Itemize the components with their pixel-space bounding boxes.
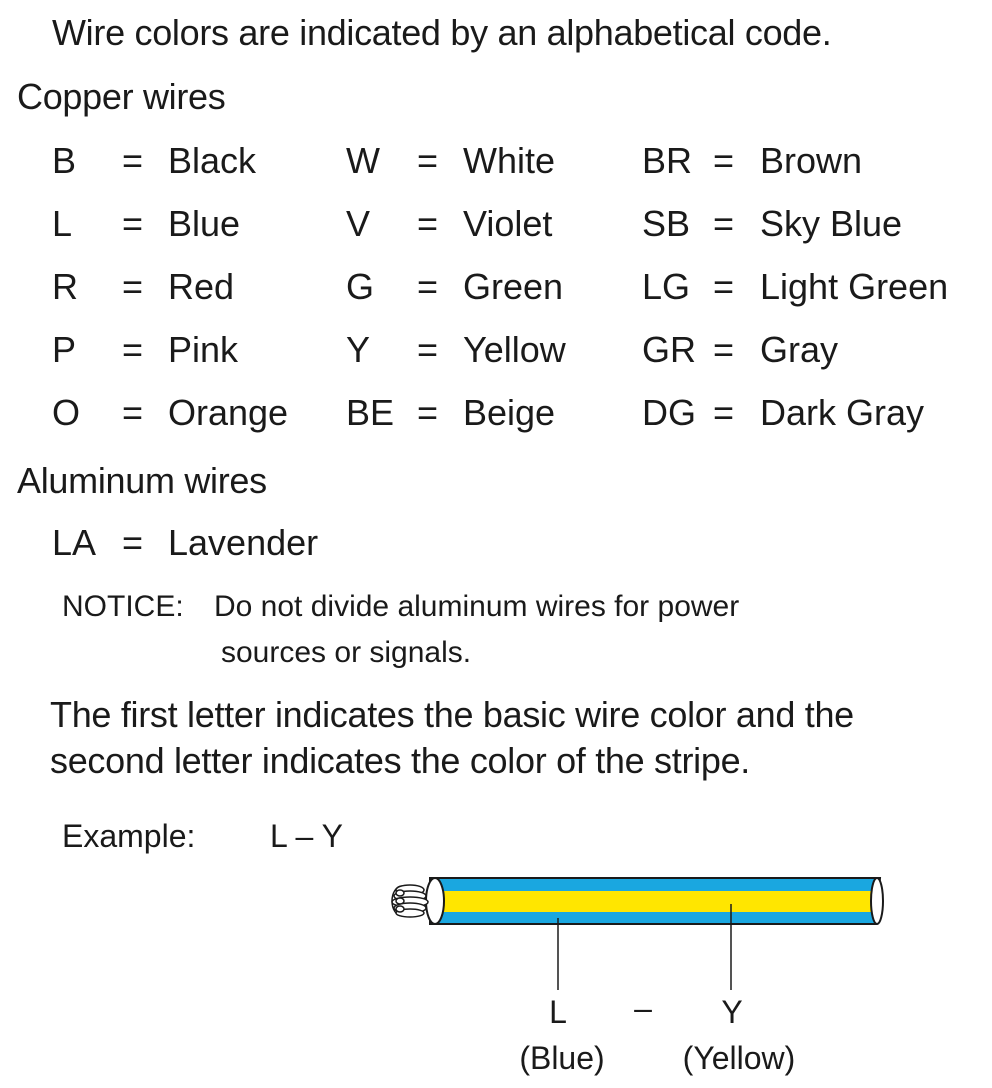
- equals-sign: =: [417, 266, 439, 307]
- wire-end-cut: [871, 878, 883, 924]
- color-code: O: [52, 392, 81, 433]
- copper-code-row: [0, 392, 992, 442]
- color-code: Y: [346, 329, 371, 370]
- color-code: W: [346, 140, 380, 181]
- example-right-name: (Yellow): [682, 1040, 796, 1076]
- equals-sign: =: [122, 203, 144, 244]
- aluminum-color-name: Lavender: [168, 522, 319, 563]
- copper-heading: Copper wires: [17, 76, 226, 117]
- color-code: DG: [642, 392, 696, 433]
- color-code: R: [52, 266, 78, 307]
- color-name: Light Green: [760, 266, 949, 307]
- color-code: P: [52, 329, 77, 370]
- equals-sign: =: [713, 266, 735, 307]
- color-name: Green: [463, 266, 564, 307]
- aluminum-equals: =: [122, 522, 144, 563]
- color-name: Yellow: [463, 329, 566, 370]
- equals-sign: =: [122, 140, 144, 181]
- aluminum-code-row: [0, 522, 992, 572]
- wire-illustration: [380, 868, 890, 998]
- color-name: Dark Gray: [760, 392, 925, 433]
- equals-sign: =: [713, 140, 735, 181]
- color-code: GR: [642, 329, 696, 370]
- color-name: White: [463, 140, 556, 181]
- color-name: Pink: [168, 329, 239, 370]
- equals-sign: =: [122, 266, 144, 307]
- aluminum-heading: Aluminum wires: [17, 460, 267, 501]
- conductor-strands-icon: [392, 885, 428, 917]
- color-code: BR: [642, 140, 693, 181]
- color-name: Orange: [168, 392, 289, 433]
- example-dash: –: [634, 990, 652, 1026]
- color-name: Sky Blue: [760, 203, 903, 244]
- color-code: SB: [642, 203, 691, 244]
- equals-sign: =: [417, 203, 439, 244]
- notice-label: NOTICE:: [62, 590, 184, 623]
- stripe-note-line-1: The first letter indicates the basic wire color and the: [50, 694, 854, 735]
- color-name: Gray: [760, 329, 839, 370]
- example-left-name: (Blue): [519, 1040, 605, 1076]
- equals-sign: =: [713, 329, 735, 370]
- equals-sign: =: [122, 392, 144, 433]
- color-name: Black: [168, 140, 257, 181]
- equals-sign: =: [417, 392, 439, 433]
- copper-code-row: [0, 266, 992, 316]
- color-code: BE: [346, 392, 395, 433]
- color-code: V: [346, 203, 371, 244]
- equals-sign: =: [713, 392, 735, 433]
- equals-sign: =: [417, 329, 439, 370]
- copper-code-row: [0, 329, 992, 379]
- color-name: Brown: [760, 140, 863, 181]
- color-code: G: [346, 266, 375, 307]
- color-code: LG: [642, 266, 691, 307]
- equals-sign: =: [122, 329, 144, 370]
- color-name: Beige: [463, 392, 556, 433]
- stripe-note-line-2: second letter indicates the color of the stripe.: [50, 740, 750, 781]
- example-right-code: Y: [721, 994, 743, 1030]
- aluminum-code: LA: [52, 522, 97, 563]
- copper-code-row: [0, 140, 992, 190]
- equals-sign: =: [417, 140, 439, 181]
- color-code: B: [52, 140, 77, 181]
- example-label: Example:: [62, 818, 196, 854]
- wire-stripe: [430, 891, 880, 912]
- notice-line-2: sources or signals.: [221, 636, 472, 669]
- color-name: Blue: [168, 203, 241, 244]
- wire-near-cut: [426, 878, 444, 924]
- color-code: L: [52, 203, 73, 244]
- color-name: Red: [168, 266, 235, 307]
- intro-text: Wire colors are indicated by an alphabetical code.: [52, 12, 832, 53]
- example-left-code: L: [549, 994, 567, 1030]
- notice-line-1: Do not divide aluminum wires for power: [214, 590, 740, 623]
- copper-code-row: [0, 203, 992, 253]
- equals-sign: =: [713, 203, 735, 244]
- color-name: Violet: [463, 203, 553, 244]
- example-code: L – Y: [270, 818, 343, 854]
